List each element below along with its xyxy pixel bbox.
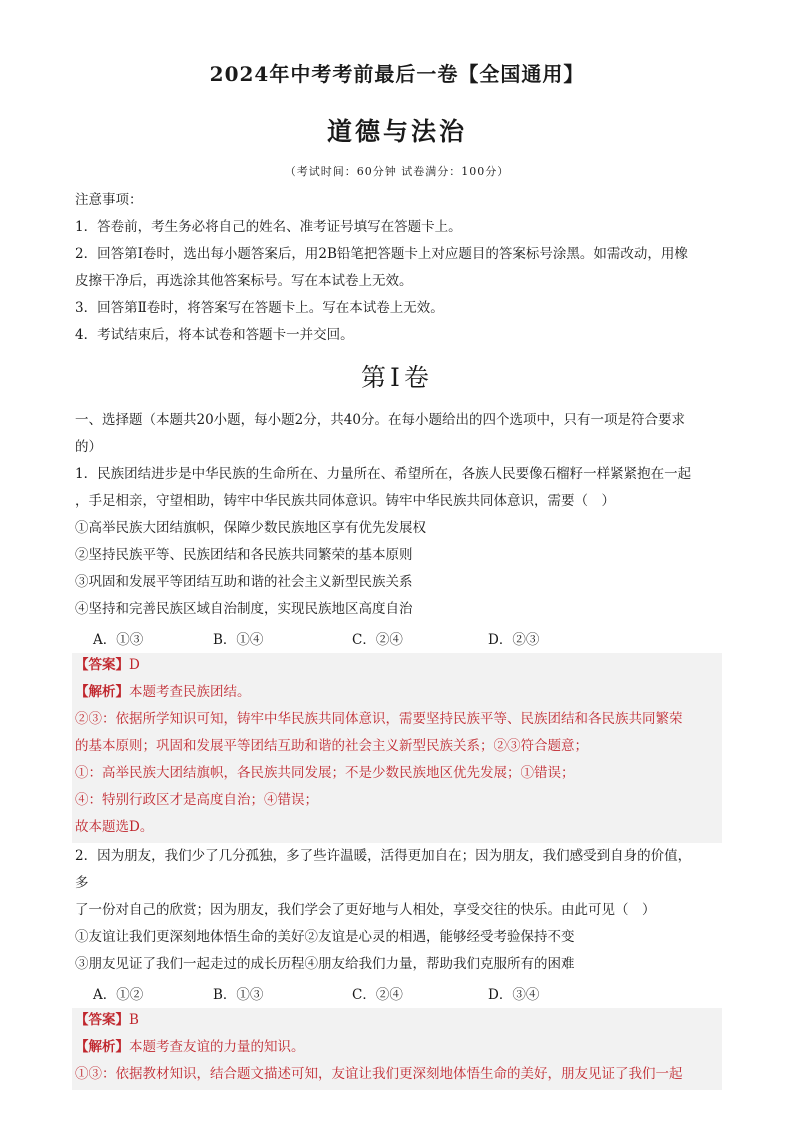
q2-stem: 2．因为朋友，我们少了几分孤独，多了些许温暖，活得更加自在；因为朋友，我们感受到自身的价值，: [75, 848, 692, 864]
q2-option-d: D．③④: [488, 987, 540, 1003]
section-heading-cont: 的）: [75, 439, 102, 455]
note-item: 4．考试结束后，将本试卷和答题卡一并交回。: [75, 327, 354, 343]
q1-statement: ①高举民族大团结旗帜，保障少数民族地区享有优先发展权: [75, 520, 426, 536]
analysis-text: 本题考查民族团结。: [129, 684, 251, 700]
note-item: 1．答卷前，考生务必将自己的姓名、准考证号填写在答题卡上。: [75, 219, 462, 235]
q1-explain-line: 的基本原则；巩固和发展平等团结互助和谐的社会主义新型民族关系；②③符合题意；: [75, 738, 588, 754]
section-heading: 一、选择题（本题共20小题，每小题2分，共40分。在每小题给出的四个选项中，只有一项是符合要求: [75, 412, 685, 428]
q1-statement: ②坚持民族平等、民族团结和各民族共同繁荣的基本原则: [75, 547, 413, 563]
q1-option-d: D．②③: [488, 632, 540, 648]
note-item: 2．回答第Ⅰ卷时，选出每小题答案后，用2B铅笔把答题卡上对应题目的答案标号涂黑。如需改动，用橡: [75, 246, 688, 262]
answer-value: D: [129, 657, 140, 673]
q2-option-c: C．②④: [352, 987, 403, 1003]
q2-analysis: [75, 1037, 305, 1057]
note-item: 3．回答第Ⅱ卷时，将答案写在答题卡上。写在本试卷上无效。: [75, 300, 444, 316]
answer-label: 【答案】: [75, 1012, 129, 1028]
answer-value: B: [129, 1012, 139, 1028]
q2-answer: [75, 1010, 139, 1030]
q2-stem-cont: 了一份对自己的欣赏；因为朋友，我们学会了更好地与人相处，享受交往的快乐。由此可见（ ）: [75, 902, 656, 918]
part-title: 第Ⅰ卷: [361, 363, 433, 392]
q2-stem-cont: 多: [75, 875, 89, 891]
analysis-label: 【解析】: [75, 684, 129, 700]
q2-option-b: B．①③: [213, 987, 264, 1003]
q1-statement: ④坚持和完善民族区域自治制度，实现民族地区高度自治: [75, 601, 413, 617]
q1-explain-line: ②③：依据所学知识可知，铸牢中华民族共同体意识，需要坚持民族平等、民族团结和各民族共同繁荣: [75, 711, 683, 727]
q2-option-a: A．①②: [93, 987, 144, 1003]
analysis-text: 本题考查友谊的力量的知识。: [129, 1039, 305, 1055]
exam-title: 2024年中考考前最后一卷【全国通用】: [209, 62, 585, 86]
note-item: 皮擦干净后，再选涂其他答案标号。写在本试卷上无效。: [75, 273, 413, 289]
q1-option-a: A．①③: [93, 632, 144, 648]
q2-explain-line: ①③：依据教材知识，结合题文描述可知，友谊让我们更深刻地体悟生命的美好，朋友见证了我们一起: [75, 1066, 683, 1082]
q1-option-b: B．①④: [213, 632, 264, 648]
notes-heading: 注意事项：: [75, 192, 143, 208]
q1-option-c: C．②④: [352, 632, 403, 648]
q1-stem: 1．民族团结进步是中华民族的生命所在、力量所在、希望所在，各族人民要像石榴籽一样紧紧抱在一起: [75, 466, 692, 482]
q1-explain-line: ④：特别行政区才是高度自治；④错误；: [75, 792, 318, 808]
q2-statement: ①友谊让我们更深刻地体悟生命的美好②友谊是心灵的相遇，能够经受考验保持不变: [75, 929, 575, 945]
q1-answer: [75, 655, 140, 675]
q1-explain-line: ①：高举民族大团结旗帜，各民族共同发展；不是少数民族地区优先发展；①错误；: [75, 765, 575, 781]
q1-statement: ③巩固和发展平等团结互助和谐的社会主义新型民族关系: [75, 574, 413, 590]
analysis-label: 【解析】: [75, 1039, 129, 1055]
q1-explain-line: 故本题选D。: [75, 819, 154, 835]
q1-answer-box: [72, 653, 722, 843]
q1-stem-cont: ，手足相亲，守望相助，铸牢中华民族共同体意识。铸牢中华民族共同体意识，需要（ ）: [75, 493, 615, 509]
subject-title: 道德与法治: [326, 117, 467, 146]
answer-label: 【答案】: [75, 657, 129, 673]
exam-info: （考试时间：60分钟 试卷满分：100分）: [284, 165, 510, 178]
q2-statement: ③朋友见证了我们一起走过的成长历程④朋友给我们力量，帮助我们克服所有的困难: [75, 956, 575, 972]
q1-analysis: [75, 682, 251, 702]
q2-answer-box: [72, 1008, 722, 1090]
